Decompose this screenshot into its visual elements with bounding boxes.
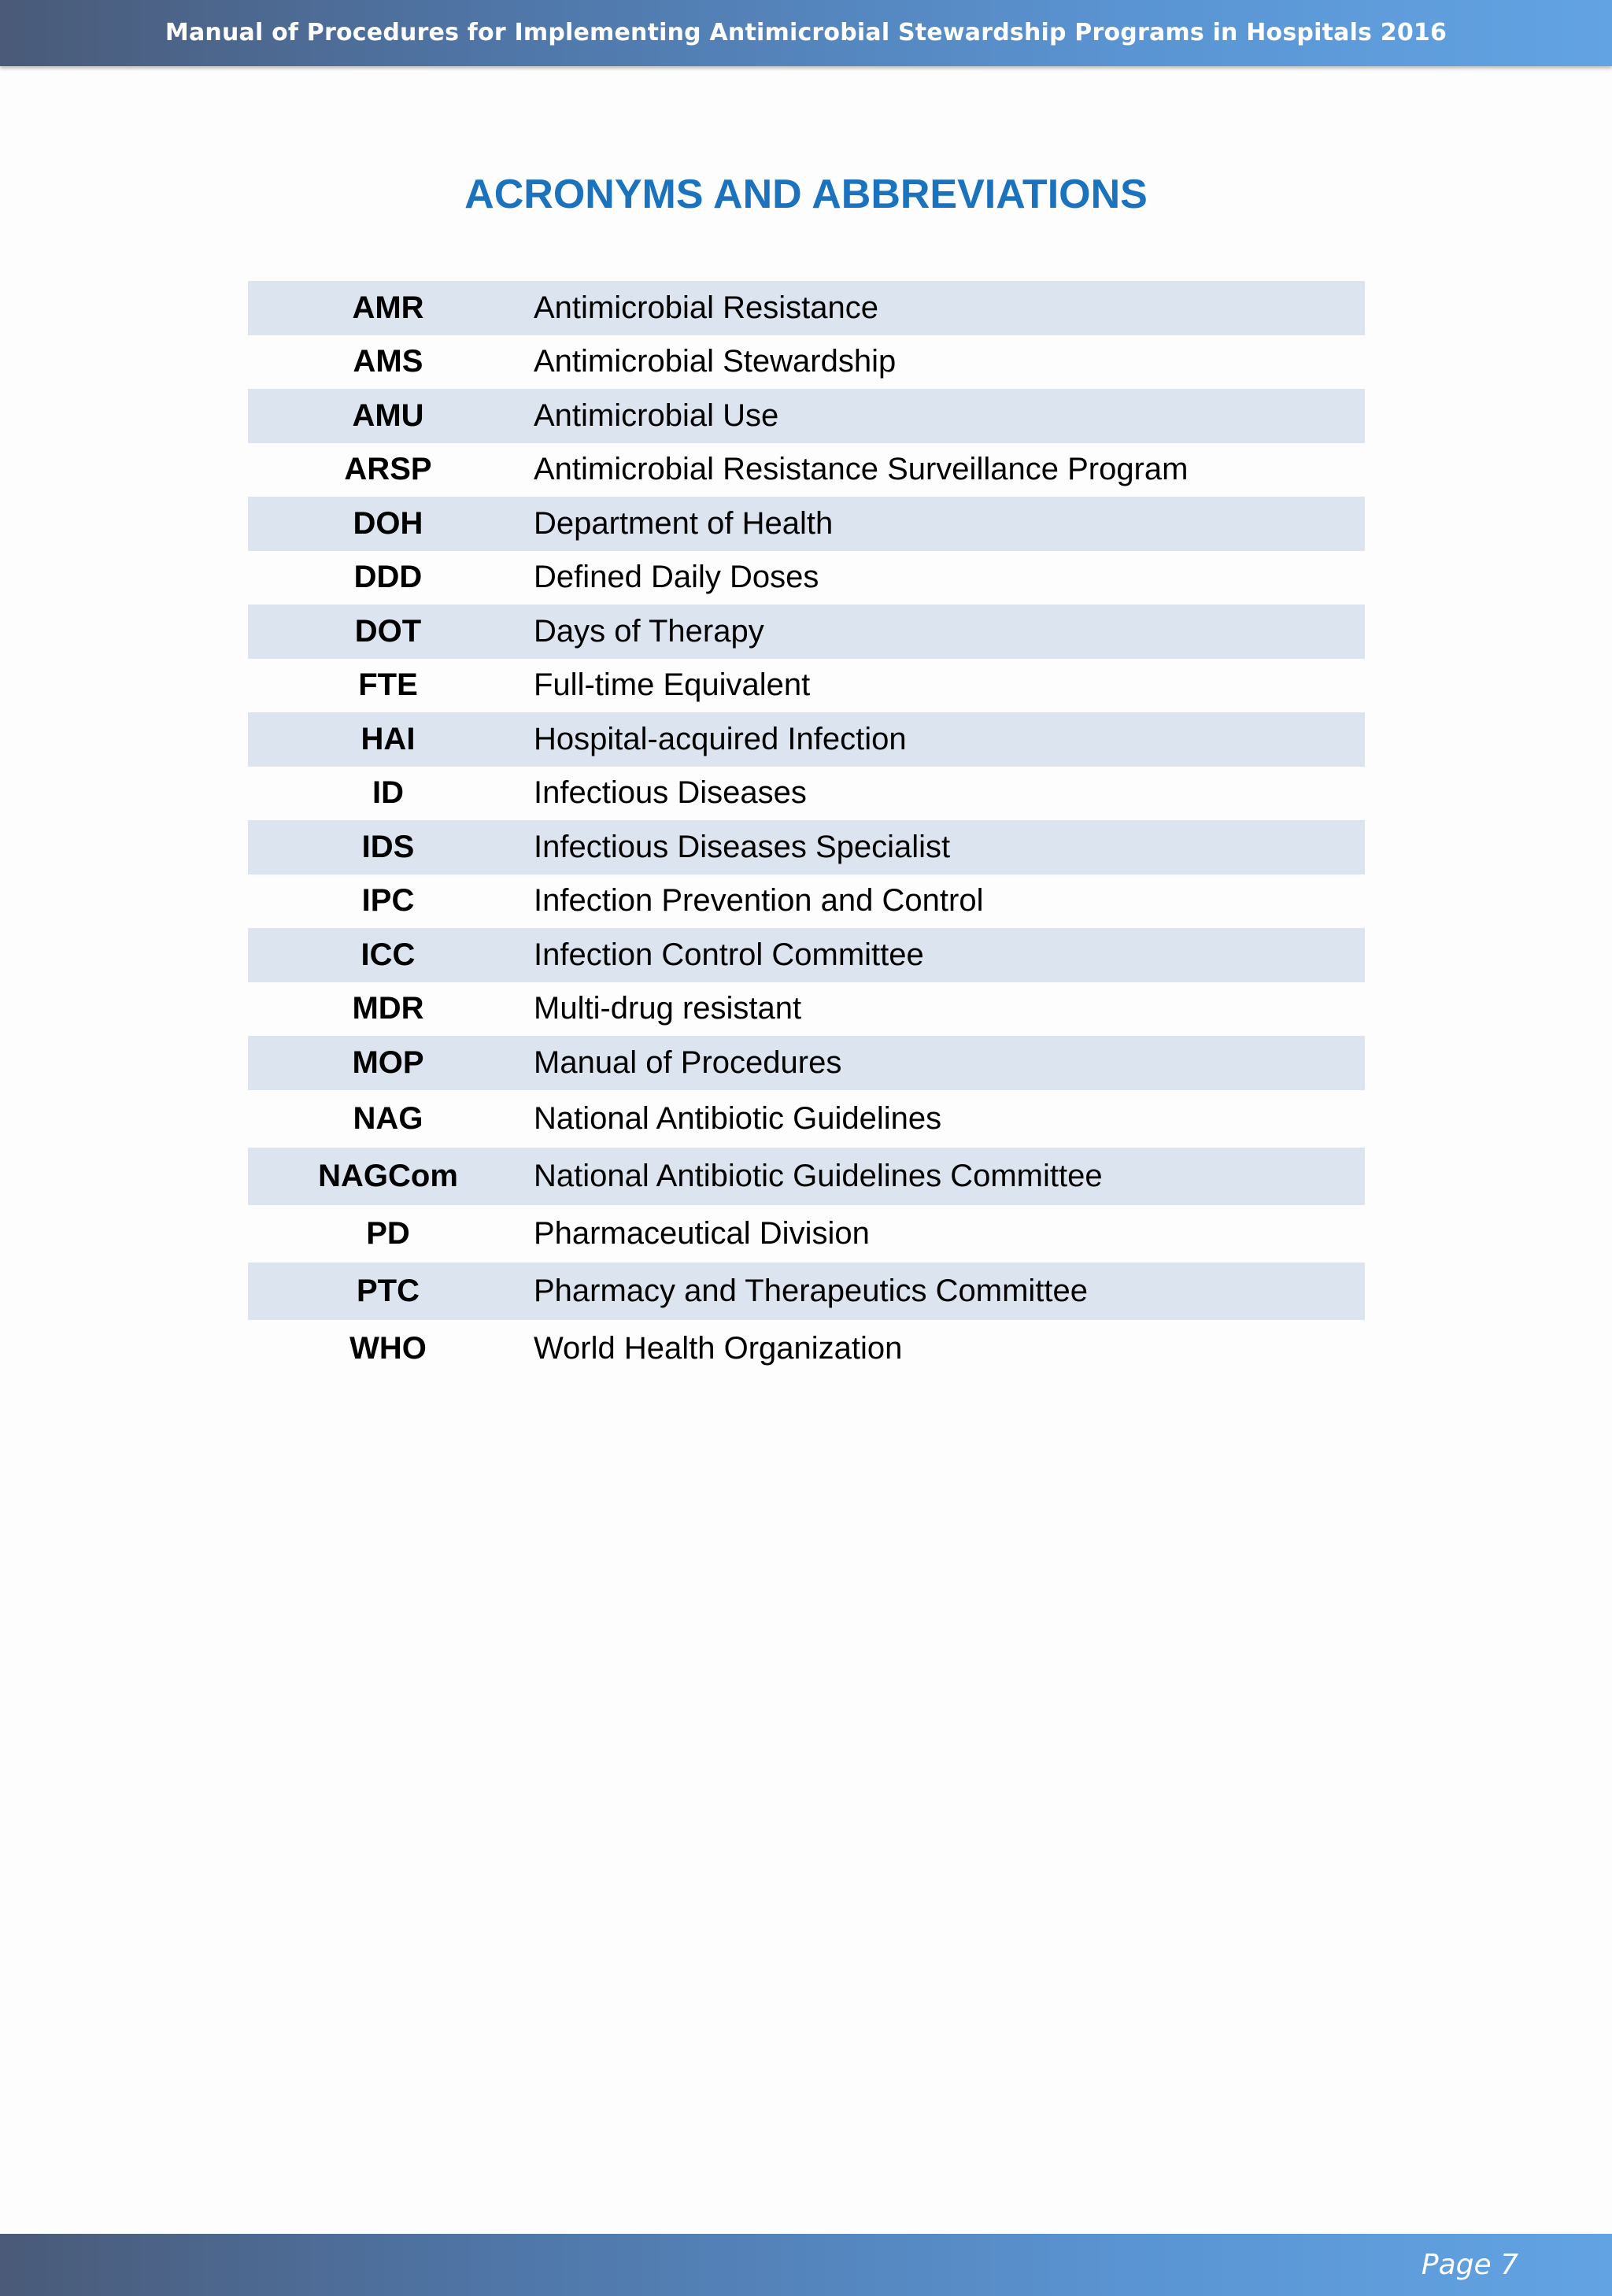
acronym-meaning: Pharmacy and Therapeutics Committee (534, 1273, 1089, 1308)
table-row (248, 928, 1365, 982)
footer-bar (0, 2234, 1612, 2296)
acronym-abbr: DOH (353, 505, 423, 541)
acronym-abbr: MDR (352, 991, 424, 1026)
acronym-abbr: NAG (353, 1100, 423, 1136)
acronym-abbr: MOP (352, 1044, 424, 1080)
acronym-meaning: Antimicrobial Stewardship (534, 344, 897, 379)
acronym-meaning: Hospital-acquired Infection (534, 721, 907, 756)
document-title: Manual of Procedures for Implementing Antimicrobial Stewardship Programs in Hospitals 2016 (165, 19, 1447, 46)
table-row (248, 712, 1365, 767)
acronym-meaning: Antimicrobial Use (534, 397, 779, 433)
acronym-abbr: WHO (349, 1330, 427, 1366)
table-row (248, 605, 1365, 659)
table-row (248, 820, 1365, 874)
acronym-abbr: DOT (354, 613, 422, 649)
acronym-abbr: AMR (352, 290, 424, 325)
acronym-abbr: NAGCom (318, 1158, 458, 1193)
acronym-meaning: Infection Control Committee (534, 937, 924, 972)
page-number: Page 7 (1421, 2249, 1518, 2281)
table-row (248, 1148, 1365, 1205)
table-row (248, 335, 1365, 390)
table-row (248, 443, 1365, 497)
acronym-abbr: AMS (353, 344, 423, 379)
table-row (248, 767, 1365, 821)
table-row (248, 1205, 1365, 1263)
table-row (248, 551, 1365, 605)
acronym-abbr: FTE (358, 667, 418, 703)
table-row (248, 874, 1365, 929)
acronym-meaning: Days of Therapy (534, 613, 764, 649)
acronym-abbr: IPC (361, 883, 415, 919)
acronym-abbr: IDS (361, 829, 415, 864)
acronym-meaning: Infectious Diseases Specialist (534, 829, 951, 864)
acronym-meaning: Defined Daily Doses (534, 560, 819, 595)
table-row (248, 982, 1365, 1037)
acronym-meaning: World Health Organization (534, 1330, 903, 1366)
acronym-meaning: Infectious Diseases (534, 775, 807, 811)
table-row (248, 659, 1365, 713)
acronym-meaning: Infection Prevention and Control (534, 883, 984, 919)
acronym-abbr: AMU (352, 397, 424, 433)
acronym-abbr: HAI (360, 721, 416, 756)
acronym-abbr: ICC (360, 937, 416, 972)
acronym-meaning: Department of Health (534, 505, 834, 541)
acronym-meaning: Manual of Procedures (534, 1044, 842, 1080)
acronym-meaning: Multi-drug resistant (534, 991, 802, 1026)
acronym-meaning: Antimicrobial Resistance Surveillance Program (534, 452, 1189, 487)
table-row (248, 281, 1365, 335)
acronym-meaning: Full-time Equivalent (534, 667, 811, 703)
table-row (248, 497, 1365, 551)
table-row (248, 1090, 1365, 1148)
acronym-meaning: Antimicrobial Resistance (534, 290, 878, 325)
page-heading: ACRONYMS AND ABBREVIATIONS (464, 172, 1148, 217)
table-row (248, 1036, 1365, 1090)
acronym-meaning: National Antibiotic Guidelines Committee (534, 1158, 1103, 1193)
acronym-abbr: DDD (353, 560, 423, 595)
acronym-meaning: Pharmaceutical Division (534, 1215, 870, 1251)
table-row (248, 389, 1365, 443)
acronym-abbr: ID (372, 775, 404, 811)
acronym-abbr: ARSP (344, 452, 432, 487)
table-row (248, 1320, 1365, 1377)
acronym-abbr: PD (366, 1215, 410, 1251)
acronym-abbr: PTC (357, 1273, 420, 1308)
table-row (248, 1263, 1365, 1320)
acronym-meaning: National Antibiotic Guidelines (534, 1100, 942, 1136)
acronym-table (248, 281, 1365, 1377)
